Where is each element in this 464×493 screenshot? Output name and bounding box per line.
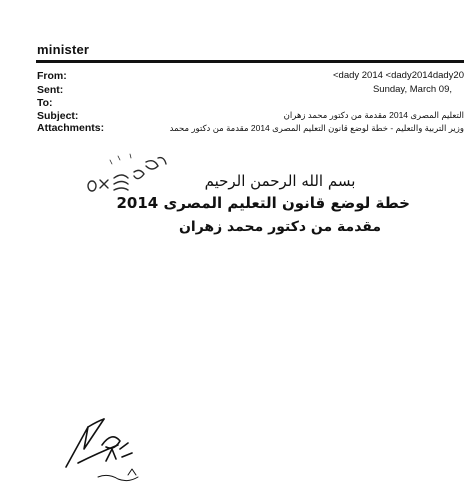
from-value: <dady 2014 <dady2014dady20 — [332, 70, 464, 81]
header-divider — [36, 60, 464, 63]
sent-label: Sent: — [37, 84, 64, 96]
mailbox-owner-title: minister — [37, 42, 90, 57]
basmala-line: بسم الله الرحمن الرحيم — [204, 172, 356, 190]
handwritten-stamp-mark — [84, 150, 170, 200]
document-byline: مقدمة من دكتور محمد زهران — [178, 219, 382, 235]
attachments-value: وزير التربية والتعليم - خطة لوضع قانون التعليم المصرى 2014 مقدمة من دكتور محمد — [169, 123, 464, 133]
subject-label: Subject: — [37, 110, 79, 122]
document-headline: خطة لوضع قانون التعليم المصرى 2014 — [116, 194, 410, 212]
attachments-label: Attachments: — [37, 122, 105, 134]
subject-value: التعليم المصرى 2014 مقدمة من دكتور محمد زهران — [283, 110, 464, 120]
from-label: From: — [37, 70, 67, 82]
sent-value: Sunday, March 09, — [372, 84, 452, 95]
to-label: To: — [37, 97, 53, 109]
handwritten-signature — [58, 405, 178, 485]
